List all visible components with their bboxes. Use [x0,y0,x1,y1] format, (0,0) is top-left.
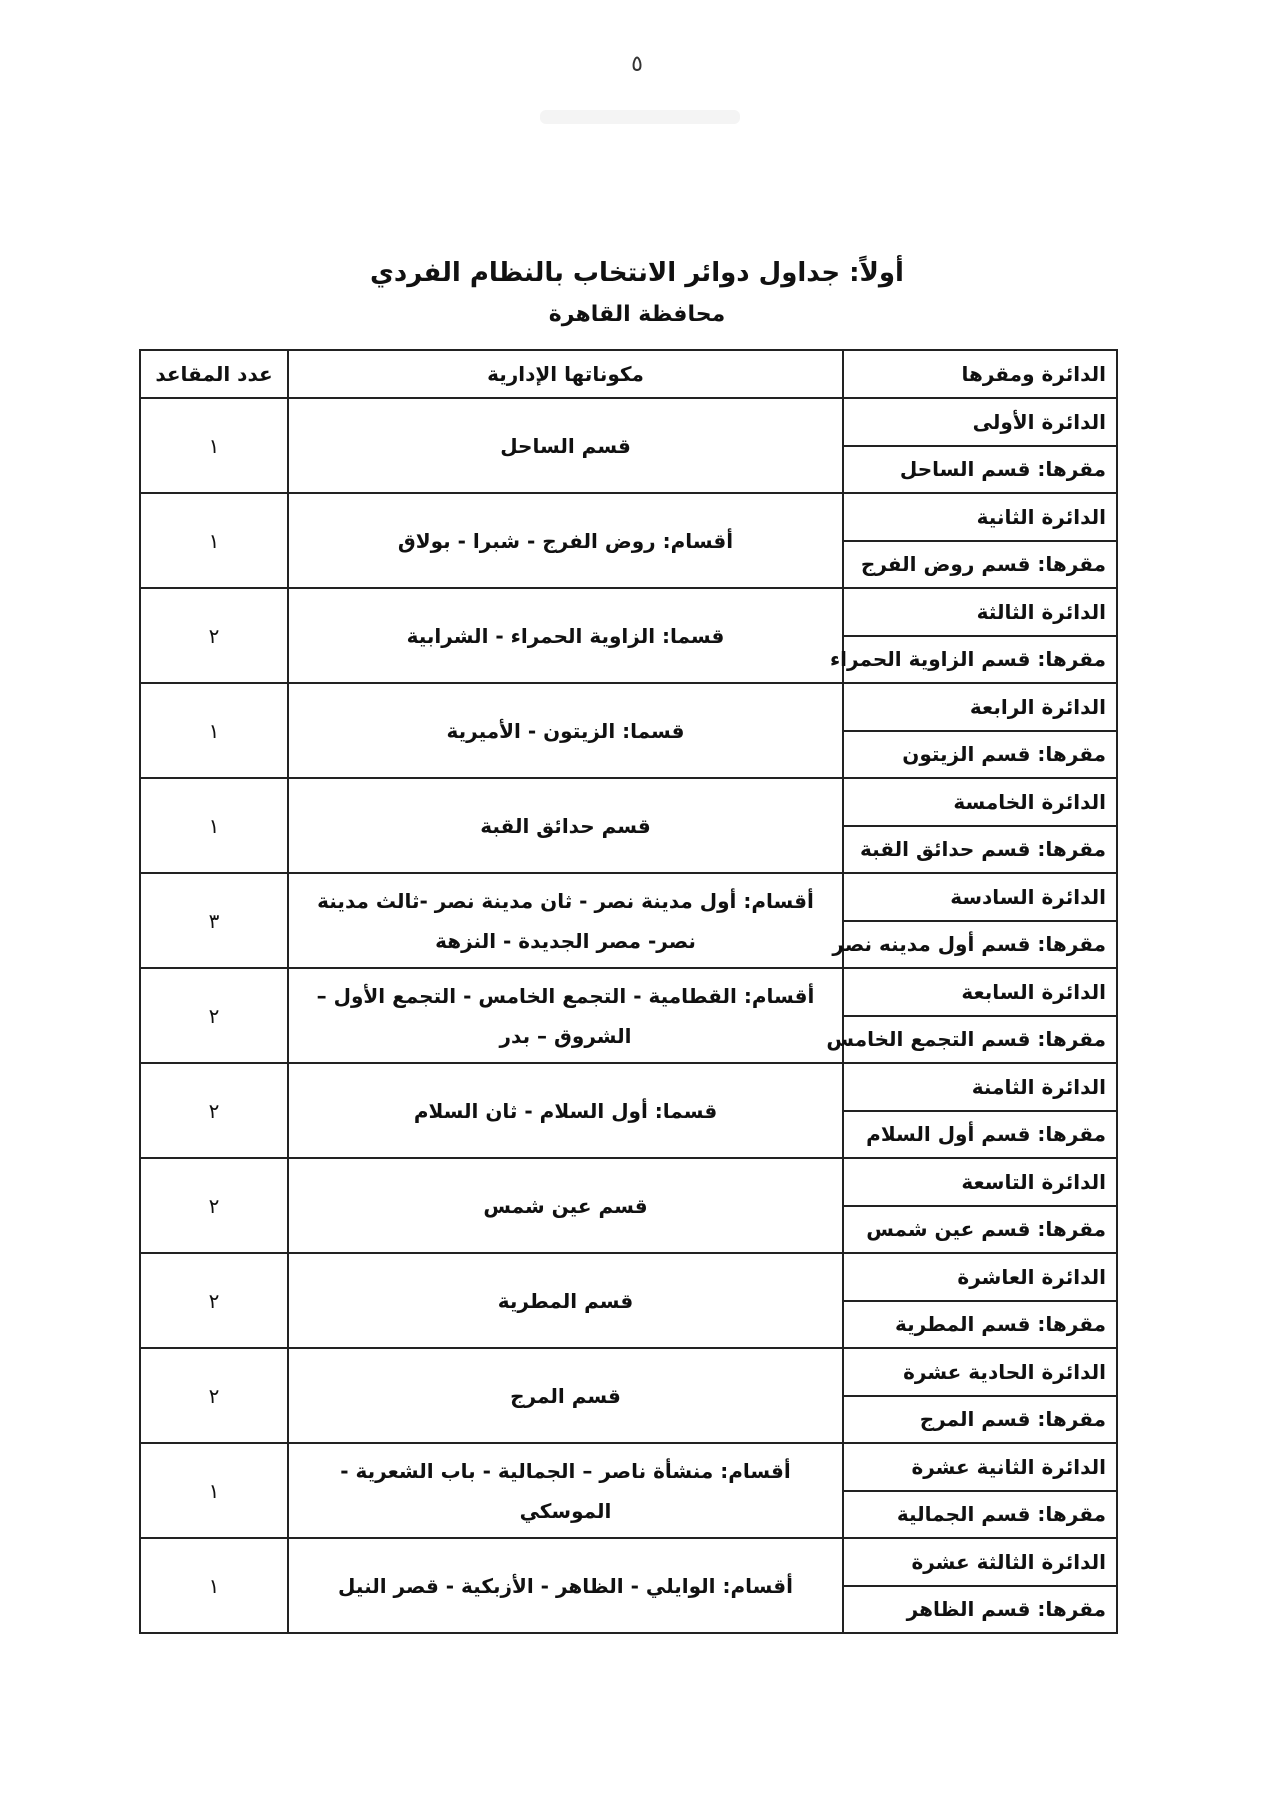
district-seats: ١ [140,1538,288,1633]
district-components: قسما: الزيتون - الأميرية [288,683,843,778]
district-components: قسم الساحل [288,398,843,493]
district-name: الدائرة الحادية عشرة [843,1348,1117,1396]
district-name: الدائرة السابعة [843,968,1117,1016]
district-headquarters: مقرها: قسم عين شمس [843,1206,1117,1254]
district-name: الدائرة التاسعة [843,1158,1117,1206]
district-seats: ٣ [140,873,288,968]
district-headquarters: مقرها: قسم أول السلام [843,1111,1117,1159]
district-seats: ١ [140,1443,288,1538]
page-number: ٥ [631,52,643,77]
district-headquarters: مقرها: قسم المرج [843,1396,1117,1444]
district-components: قسم المرج [288,1348,843,1443]
table-row [140,778,1117,826]
header-seats: عدد المقاعد [140,350,288,398]
district-seats: ١ [140,493,288,588]
district-name: الدائرة العاشرة [843,1253,1117,1301]
table-row [140,1443,1117,1491]
table-row [140,588,1117,636]
district-name: الدائرة الخامسة [843,778,1117,826]
table-row [140,493,1117,541]
page-subtitle: محافظة القاهرة [548,302,726,327]
district-seats: ٢ [140,1063,288,1158]
district-name: الدائرة الأولى [843,398,1117,446]
district-headquarters: مقرها: قسم الساحل [843,446,1117,494]
district-name: الدائرة الثانية [843,493,1117,541]
district-headquarters: مقرها: قسم الزاوية الحمراء [843,636,1117,684]
district-name: الدائرة الثانية عشرة [843,1443,1117,1491]
district-components: أقسام: أول مدينة نصر - ثان مدينة نصر -ثالث مدينة نصر- مصر الجديدة - النزهة [288,873,843,968]
district-components: قسما: أول السلام - ثان السلام [288,1063,843,1158]
district-seats: ٢ [140,1158,288,1253]
district-name: الدائرة الثالثة [843,588,1117,636]
district-name: الدائرة الثامنة [843,1063,1117,1111]
district-headquarters: مقرها: قسم حدائق القبة [843,826,1117,874]
table-row [140,1348,1117,1396]
district-headquarters: مقرها: قسم المطرية [843,1301,1117,1349]
district-headquarters: مقرها: قسم الزيتون [843,731,1117,779]
table-row [140,873,1117,921]
district-seats: ٢ [140,588,288,683]
district-components: أقسام: القطامية - التجمع الخامس - التجمع الأول – الشروق – بدر [288,968,843,1063]
table-row [140,1538,1117,1586]
table-row [140,1063,1117,1111]
table-row [140,683,1117,731]
district-name: الدائرة الثالثة عشرة [843,1538,1117,1586]
district-seats: ١ [140,683,288,778]
district-components: قسم عين شمس [288,1158,843,1253]
table-header-row [140,350,1117,398]
header-district: الدائرة ومقرها [843,350,1117,398]
district-components: أقسام: روض الفرج - شبرا - بولاق [288,493,843,588]
district-seats: ١ [140,778,288,873]
district-headquarters: مقرها: قسم أول مدينه نصر [843,921,1117,969]
district-name: الدائرة السادسة [843,873,1117,921]
district-seats: ٢ [140,1253,288,1348]
district-seats: ٢ [140,1348,288,1443]
district-seats: ٢ [140,968,288,1063]
table-row [140,398,1117,446]
district-headquarters: مقرها: قسم روض الفرج [843,541,1117,589]
scan-smudge [540,110,740,124]
district-seats: ١ [140,398,288,493]
district-headquarters: مقرها: قسم الجمالية [843,1491,1117,1539]
district-components: قسم حدائق القبة [288,778,843,873]
table-row [140,1253,1117,1301]
district-headquarters: مقرها: قسم التجمع الخامس [843,1016,1117,1064]
district-components: أقسام: الوايلي - الظاهر - الأزبكية - قصر النيل [288,1538,843,1633]
districts-table [139,349,1118,1634]
district-headquarters: مقرها: قسم الظاهر [843,1586,1117,1634]
district-components: أقسام: منشأة ناصر – الجمالية - باب الشعرية - الموسكي [288,1443,843,1538]
district-components: قسم المطرية [288,1253,843,1348]
table-row [140,968,1117,1016]
district-components: قسما: الزاوية الحمراء - الشرابية [288,588,843,683]
table-row [140,1158,1117,1206]
page-title: أولاً: جداول دوائر الانتخاب بالنظام الفردي [370,258,904,288]
district-name: الدائرة الرابعة [843,683,1117,731]
header-components: مكوناتها الإدارية [288,350,843,398]
